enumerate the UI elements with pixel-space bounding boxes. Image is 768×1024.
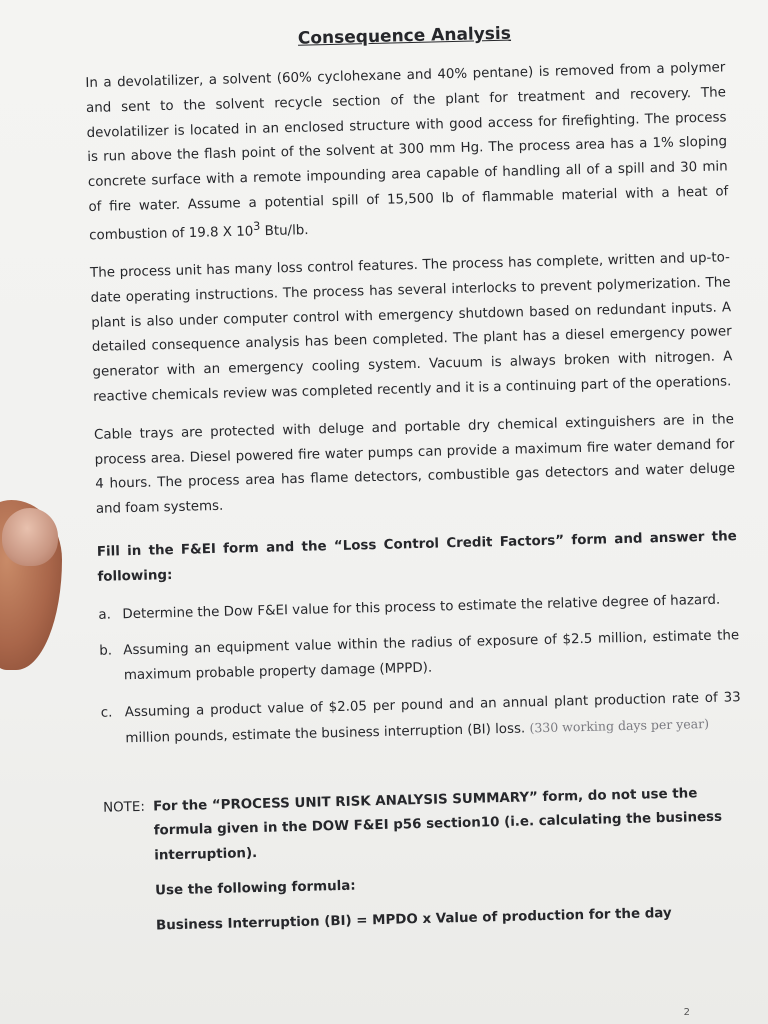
formula: Business Interruption (BI) = MPDO x Value of production for the day xyxy=(155,905,672,934)
exponent: 3 xyxy=(253,219,261,233)
note-section xyxy=(103,781,746,941)
note-text: For the “PROCESS UNIT RISK ANALYSIS SUMMARY” form, do not use the formula given in the DOW F&EI p56 section10 (i.e. calculating the business interruption). xyxy=(152,785,723,864)
question-a xyxy=(98,588,738,628)
note-label: NOTE: xyxy=(102,799,146,816)
question-text: Assuming a product value of $2.05 per pound and an annual plant production rate of 33 million pounds, estimate the business interruption (BI) loss. xyxy=(124,690,741,746)
thumbnail-image xyxy=(2,508,58,566)
page-title: Consequence Analysis xyxy=(297,23,512,49)
formula-intro: Use the following formula: xyxy=(155,878,356,899)
question-text: Determine the Dow F&EI value for this process to estimate the relative degree of hazard. xyxy=(122,592,721,622)
paragraph-1-text: In a devolatilizer, a solvent (60% cyclohexane and 40% pentane) is removed from a polymer and sent to the solvent recycle section of the plant for treatment and recovery. The devolatilizer is located in an enclosed structure with good access for firefighting. The process is run above the flash point of the solvent at 300 mm Hg. The process area has a 1% sloping concrete surface with a remote impounding area capable of handling all of a spill and 30 min of fire water. Assume a potential spill of 15,500 lb of flammable material with a heat of combustion of 19.8 X 10 xyxy=(85,60,729,244)
paragraph-1-end: Btu/lb. xyxy=(260,222,309,239)
question-b xyxy=(99,625,740,690)
instruction: Fill in the F&EI form and the “Loss Control Credit Factors” form and answer the following: xyxy=(96,529,737,585)
paragraph-2: The process unit has many loss control features. The process has complete, written and up-to-date operating instructions. The process has several interlocks to prevent polymerization. The plant is also under computer control with emergency shutdown based on redundant inputs. A detailed consequence analysis has been completed. The plant has a diesel emergency power generator with an emergency cooling system. Vacuum is always broken with nitrogen. A reactive chemicals review was completed recently and it is a continuing part of the operations. xyxy=(89,250,733,405)
question-list xyxy=(98,588,741,753)
question-marker: b. xyxy=(99,643,113,660)
handwritten-note: (330 working days per year) xyxy=(529,715,710,736)
question-marker: c. xyxy=(100,705,113,721)
question-marker: a. xyxy=(98,607,112,623)
page-number: 2 xyxy=(683,1007,690,1018)
paragraph-3: Cable trays are protected with deluge and portable dry chemical extinguishers are in the process area. Diesel powered fire water pumps can provide a maximum fire water demand for 4 hours. The process area has flame detectors, combustible gas detectors and water deluge and foam systems. xyxy=(93,412,736,518)
document-sheet xyxy=(84,8,746,940)
note-body xyxy=(153,781,746,939)
question-c xyxy=(101,686,742,752)
question-text-wrap xyxy=(125,686,742,752)
paragraph-1 xyxy=(85,56,729,249)
question-text: Assuming an equipment value within the radius of exposure of $2.5 million, estimate the maximum probable property damage (MPPD). xyxy=(123,628,740,684)
